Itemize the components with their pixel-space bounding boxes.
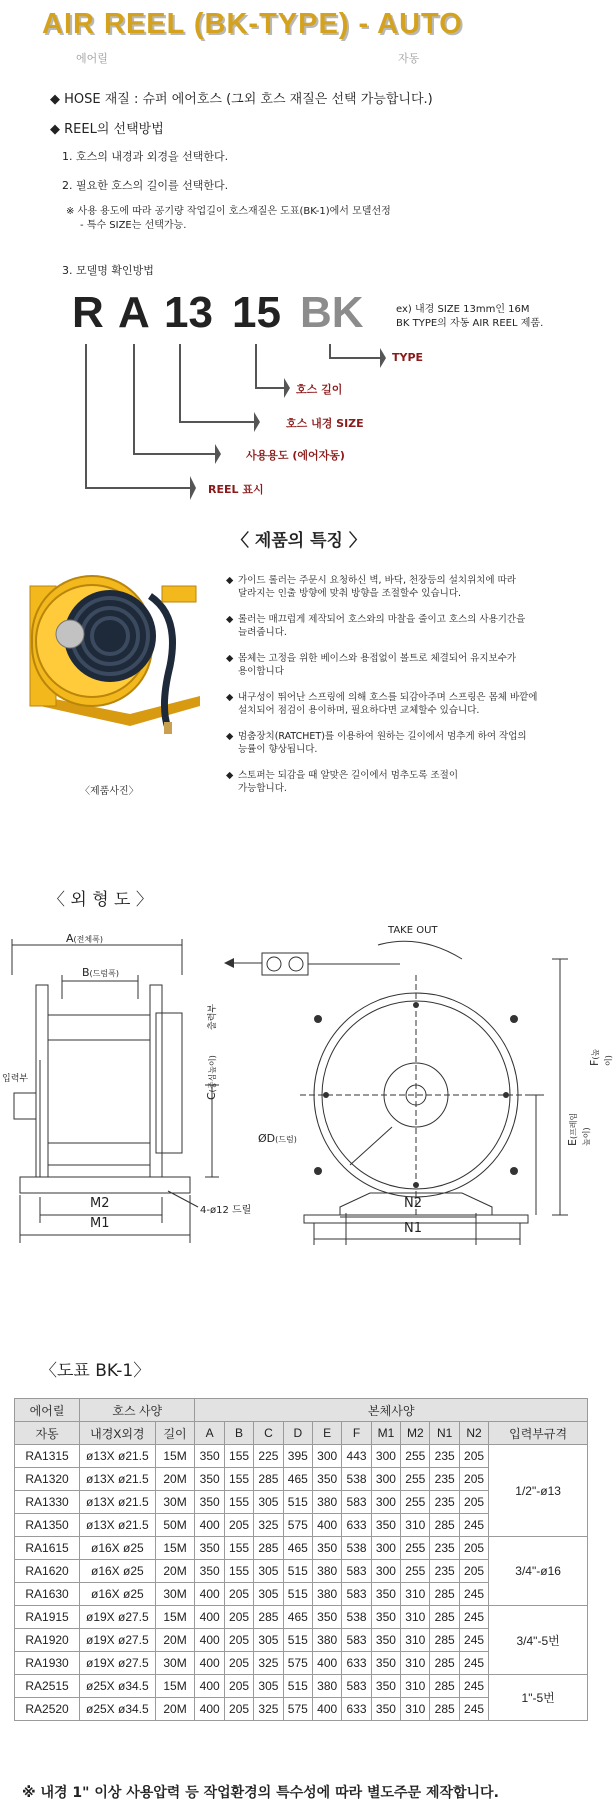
table-cell: 400	[195, 1606, 224, 1629]
table-cell: 255	[401, 1491, 430, 1514]
spec-table-body	[15, 1445, 588, 1721]
table-row	[15, 1445, 588, 1468]
table-cell: 465	[283, 1468, 312, 1491]
table-cell: 305	[254, 1560, 283, 1583]
table-cell: 205	[459, 1468, 488, 1491]
outlet-label: 출력부	[208, 1003, 218, 1030]
table-cell: 538	[342, 1468, 371, 1491]
table-cell: 465	[283, 1606, 312, 1629]
subtitle-auto: 자동	[398, 52, 420, 65]
head-hose-spec: 호스 사양	[80, 1399, 195, 1422]
table-cell: 400	[195, 1583, 224, 1606]
table-cell: RA1920	[15, 1629, 80, 1652]
table-cell: RA1320	[15, 1468, 80, 1491]
drill-note: 4-ø12 드릴	[200, 1205, 252, 1216]
table-cell: 15M	[155, 1606, 195, 1629]
table-cell: 575	[283, 1698, 312, 1721]
table-cell: 575	[283, 1652, 312, 1675]
table-cell: 285	[430, 1698, 459, 1721]
table-cell: 300	[371, 1491, 400, 1514]
model-part-length: 15	[232, 288, 281, 337]
table-cell: 350	[195, 1468, 224, 1491]
table-cell: 205	[459, 1445, 488, 1468]
feature-item: ◆ 스토퍼는 되감을 때 알맞은 길이에서 멈추도록 조절이 가능합니다.	[226, 770, 459, 794]
col-n2: N2	[459, 1422, 488, 1445]
table-title: 〈도표 BK-1〉	[40, 1361, 151, 1381]
table-cell: 285	[430, 1514, 459, 1537]
table-cell: 583	[342, 1629, 371, 1652]
table-cell: 310	[401, 1583, 430, 1606]
table-cell: 245	[459, 1583, 488, 1606]
table-cell-inlet: 3/4"-ø16	[489, 1537, 588, 1606]
table-cell: 285	[254, 1468, 283, 1491]
table-cell: 245	[459, 1629, 488, 1652]
table-cell: 400	[195, 1652, 224, 1675]
table-cell: 20M	[155, 1698, 195, 1721]
footer-note: ※ 내경 1" 이상 사용압력 등 작업환경의 특수성에 따라 별도주문 제작합니다.	[22, 1785, 499, 1801]
table-cell: RA1930	[15, 1652, 80, 1675]
table-cell: 205	[459, 1537, 488, 1560]
table-cell: 285	[430, 1675, 459, 1698]
table-cell: RA1315	[15, 1445, 80, 1468]
table-cell: 255	[401, 1445, 430, 1468]
table-cell: 310	[401, 1629, 430, 1652]
table-cell: 350	[195, 1445, 224, 1468]
table-cell: 155	[224, 1560, 253, 1583]
table-cell: ø25X ø34.5	[80, 1698, 156, 1721]
example-line-1: ex) 내경 SIZE 13mm인 16M	[396, 304, 530, 315]
table-cell: ø13X ø21.5	[80, 1514, 156, 1537]
table-cell: 350	[312, 1537, 341, 1560]
table-cell: 285	[430, 1652, 459, 1675]
table-cell: 50M	[155, 1514, 195, 1537]
col-d: D	[283, 1422, 312, 1445]
table-cell: 325	[254, 1514, 283, 1537]
label-reel-mark: REEL 표시	[208, 483, 264, 496]
table-cell: 235	[430, 1468, 459, 1491]
table-cell: 515	[283, 1560, 312, 1583]
table-cell: 15M	[155, 1445, 195, 1468]
table-cell: 205	[224, 1652, 253, 1675]
table-cell: 350	[195, 1537, 224, 1560]
model-part-r: R	[72, 288, 104, 337]
table-cell: 235	[430, 1491, 459, 1514]
col-a: A	[195, 1422, 224, 1445]
table-cell: 380	[312, 1491, 341, 1514]
table-cell: 443	[342, 1445, 371, 1468]
model-part-type: BK	[300, 288, 364, 337]
table-cell: 30M	[155, 1652, 195, 1675]
table-cell: 205	[224, 1698, 253, 1721]
dim-b: B(드럼폭)	[82, 966, 119, 979]
col-m1: M1	[371, 1422, 400, 1445]
label-usage: 사용용도 (에어자동)	[246, 449, 345, 462]
table-cell: 255	[401, 1537, 430, 1560]
outline-drawing	[0, 915, 600, 1345]
table-cell: 155	[224, 1468, 253, 1491]
table-cell: 30M	[155, 1491, 195, 1514]
table-cell: 380	[312, 1675, 341, 1698]
table-cell: 350	[371, 1629, 400, 1652]
table-cell: 20M	[155, 1629, 195, 1652]
selection-heading: ◆ REEL의 선택방법	[50, 122, 164, 137]
table-cell: ø19X ø27.5	[80, 1606, 156, 1629]
features-title: 〈 제품의 특징 〉	[232, 531, 366, 551]
model-part-a: A	[118, 288, 150, 337]
label-hose-bore: 호스 내경 SIZE	[286, 417, 364, 430]
table-cell: 245	[459, 1698, 488, 1721]
table-cell: 300	[371, 1445, 400, 1468]
table-cell: 305	[254, 1629, 283, 1652]
inlet-label: 입력부	[2, 1074, 29, 1084]
table-cell-inlet: 1"-5번	[489, 1675, 588, 1721]
table-cell: 155	[224, 1445, 253, 1468]
table-cell: 350	[371, 1698, 400, 1721]
table-cell: 400	[312, 1652, 341, 1675]
table-cell: 245	[459, 1606, 488, 1629]
table-cell: 205	[224, 1629, 253, 1652]
table-cell: 400	[312, 1698, 341, 1721]
table-cell: 350	[371, 1514, 400, 1537]
table-cell: 583	[342, 1560, 371, 1583]
table-cell: 515	[283, 1583, 312, 1606]
drawing-title: 〈 외 형 도 〉	[48, 890, 153, 910]
example-line-2: BK TYPE의 자동 AIR REEL 제품.	[396, 318, 544, 329]
table-row	[15, 1537, 588, 1560]
step-1: 1. 호스의 내경과 외경을 선택한다.	[62, 150, 229, 163]
table-head-row-1	[15, 1399, 588, 1422]
col-f: F	[342, 1422, 371, 1445]
feature-list	[226, 574, 586, 795]
table-cell: 205	[224, 1675, 253, 1698]
table-cell: 255	[401, 1468, 430, 1491]
table-cell: RA2515	[15, 1675, 80, 1698]
table-cell: 400	[195, 1675, 224, 1698]
table-cell: 300	[371, 1560, 400, 1583]
table-cell: 285	[430, 1583, 459, 1606]
table-cell: 205	[224, 1606, 253, 1629]
table-cell: 15M	[155, 1675, 195, 1698]
col-auto: 자동	[15, 1422, 80, 1445]
subtitle-air-reel: 에어릴	[76, 52, 108, 65]
step-2: 2. 필요한 호스의 길이를 선택한다.	[62, 179, 229, 192]
table-cell: 310	[401, 1652, 430, 1675]
table-cell: 20M	[155, 1560, 195, 1583]
table-cell: 350	[371, 1606, 400, 1629]
col-inlet: 입력부규격	[489, 1422, 588, 1445]
table-cell: 400	[312, 1514, 341, 1537]
table-cell: 225	[254, 1445, 283, 1468]
dim-e: E(프레임 높이)	[566, 1112, 591, 1146]
hose-material-line: ◆ HOSE 재질 : 슈퍼 에어호스 (그외 호스 재질은 선택 가능합니다.)	[50, 92, 433, 107]
spec-table	[14, 1398, 588, 1721]
table-cell: 235	[430, 1537, 459, 1560]
feature-item: ◆ 롤러는 매끄럽게 제작되어 호스와의 마찰을 줄이고 호스의 사용기간을 늘려줍니다.	[226, 614, 526, 638]
table-cell-inlet: 3/4"-5번	[489, 1606, 588, 1675]
dim-m1: M1	[90, 1216, 110, 1231]
table-cell: 245	[459, 1514, 488, 1537]
table-cell: 325	[254, 1652, 283, 1675]
table-cell: 245	[459, 1652, 488, 1675]
table-row	[15, 1675, 588, 1698]
table-cell: 205	[224, 1514, 253, 1537]
table-cell: ø19X ø27.5	[80, 1629, 156, 1652]
table-cell: 633	[342, 1514, 371, 1537]
table-cell: 395	[283, 1445, 312, 1468]
feature-item: ◆ 몸체는 고정을 위한 베이스와 용접없이 볼트로 체결되어 유지보수가 용이합니다	[226, 653, 517, 677]
table-cell: ø25X ø34.5	[80, 1675, 156, 1698]
dim-m2: M2	[90, 1196, 110, 1211]
table-cell: ø16X ø25	[80, 1537, 156, 1560]
feature-item: ◆ 멈춤장치(RATCHET)를 이용하여 원하는 길이에서 멈추게 하여 작업의 능률이 향상됩니다.	[226, 731, 527, 755]
table-cell: 305	[254, 1675, 283, 1698]
dim-n1: N1	[404, 1221, 422, 1236]
table-cell: 538	[342, 1606, 371, 1629]
take-out-label: TAKE OUT	[388, 925, 438, 936]
label-type: TYPE	[392, 351, 424, 364]
page-title: AIR REEL (BK-TYPE) - AUTO	[42, 8, 463, 40]
product-photo	[10, 556, 210, 736]
table-cell: 633	[342, 1698, 371, 1721]
table-cell: 205	[224, 1583, 253, 1606]
head-air-reel: 에어릴	[15, 1399, 80, 1422]
table-cell: 465	[283, 1537, 312, 1560]
table-cell: 515	[283, 1491, 312, 1514]
table-cell: RA1620	[15, 1560, 80, 1583]
table-cell: 235	[430, 1560, 459, 1583]
col-n1: N1	[430, 1422, 459, 1445]
table-cell: 285	[430, 1606, 459, 1629]
table-cell: ø13X ø21.5	[80, 1468, 156, 1491]
photo-caption: 〈제품사진〉	[80, 786, 139, 797]
table-cell-inlet: 1/2"-ø13	[489, 1445, 588, 1537]
table-cell: ø13X ø21.5	[80, 1445, 156, 1468]
table-head-row-2	[15, 1422, 588, 1445]
table-cell: 350	[371, 1675, 400, 1698]
dim-n2: N2	[404, 1196, 422, 1211]
table-cell: 300	[371, 1537, 400, 1560]
step-3: 3. 모델명 확인방법	[62, 264, 154, 277]
dim-a: A(전체폭)	[66, 932, 103, 945]
table-cell: 305	[254, 1583, 283, 1606]
table-cell: 380	[312, 1629, 341, 1652]
table-cell: 583	[342, 1583, 371, 1606]
col-bore: 내경X외경	[80, 1422, 156, 1445]
col-c: C	[254, 1422, 283, 1445]
feature-item: ◆ 내구성이 뛰어난 스프링에 의해 호스를 되감아주며 스프링은 몸체 바깥에 설치되어 점검이 용이하며, 필요하다면 교체할수 있습니다.	[226, 692, 538, 716]
table-cell: 350	[371, 1652, 400, 1675]
table-cell: 285	[254, 1606, 283, 1629]
table-cell: 575	[283, 1514, 312, 1537]
table-cell: 310	[401, 1606, 430, 1629]
table-cell: 155	[224, 1491, 253, 1514]
table-cell: 515	[283, 1675, 312, 1698]
table-cell: 15M	[155, 1537, 195, 1560]
table-cell: ø16X ø25	[80, 1583, 156, 1606]
table-cell: 350	[195, 1560, 224, 1583]
table-cell: 310	[401, 1675, 430, 1698]
table-cell: 583	[342, 1675, 371, 1698]
col-b: B	[224, 1422, 253, 1445]
col-m2: M2	[401, 1422, 430, 1445]
table-cell: 400	[195, 1514, 224, 1537]
table-cell: 583	[342, 1491, 371, 1514]
table-cell: 285	[254, 1537, 283, 1560]
table-cell: ø16X ø25	[80, 1560, 156, 1583]
table-cell: ø19X ø27.5	[80, 1652, 156, 1675]
dim-f: F(높이)	[588, 1048, 613, 1066]
note-2: - 특수 SIZE는 선택가능.	[80, 220, 187, 231]
table-cell: 310	[401, 1698, 430, 1721]
table-cell: 350	[195, 1491, 224, 1514]
table-cell: 285	[430, 1629, 459, 1652]
table-cell: 350	[371, 1583, 400, 1606]
table-cell: 350	[312, 1606, 341, 1629]
note-1: ※ 사용 용도에 따라 공기량 작업길이 호스재질은 도표(BK-1)에서 모델선정	[66, 206, 391, 217]
col-e: E	[312, 1422, 341, 1445]
table-cell: 515	[283, 1629, 312, 1652]
table-cell: 205	[459, 1491, 488, 1514]
table-cell: 305	[254, 1491, 283, 1514]
table-cell: 235	[430, 1445, 459, 1468]
feature-item: ◆ 가이드 롤러는 주문시 요청하신 벽, 바닥, 천장등의 설치위치에 따라 달라지는 인출 방향에 맞춰 방향을 조절할수 있습니다.	[226, 575, 516, 599]
table-cell: 255	[401, 1560, 430, 1583]
table-cell: 310	[401, 1514, 430, 1537]
table-cell: 633	[342, 1652, 371, 1675]
table-cell: 20M	[155, 1468, 195, 1491]
model-part-bore: 13	[164, 288, 213, 337]
table-cell: 350	[312, 1468, 341, 1491]
table-cell: 155	[224, 1537, 253, 1560]
table-cell: 300	[312, 1445, 341, 1468]
col-length: 길이	[155, 1422, 195, 1445]
table-cell: ø13X ø21.5	[80, 1491, 156, 1514]
table-cell: RA1915	[15, 1606, 80, 1629]
head-body-spec: 본체사양	[195, 1399, 588, 1422]
table-cell: 245	[459, 1675, 488, 1698]
table-cell: 300	[371, 1468, 400, 1491]
table-cell: 380	[312, 1560, 341, 1583]
dim-c: C(중심높이)	[205, 1055, 218, 1100]
table-cell: 538	[342, 1537, 371, 1560]
table-cell: RA1630	[15, 1583, 80, 1606]
table-cell: 205	[459, 1560, 488, 1583]
dim-d: ØD(드럼)	[258, 1132, 297, 1145]
table-cell: 380	[312, 1583, 341, 1606]
table-cell: RA1330	[15, 1491, 80, 1514]
table-cell: RA1350	[15, 1514, 80, 1537]
table-cell: RA1615	[15, 1537, 80, 1560]
table-cell: 400	[195, 1629, 224, 1652]
table-cell: 400	[195, 1698, 224, 1721]
label-hose-length: 호스 길이	[296, 383, 343, 396]
table-cell: 30M	[155, 1583, 195, 1606]
table-cell: 325	[254, 1698, 283, 1721]
table-cell: RA2520	[15, 1698, 80, 1721]
table-row	[15, 1606, 588, 1629]
